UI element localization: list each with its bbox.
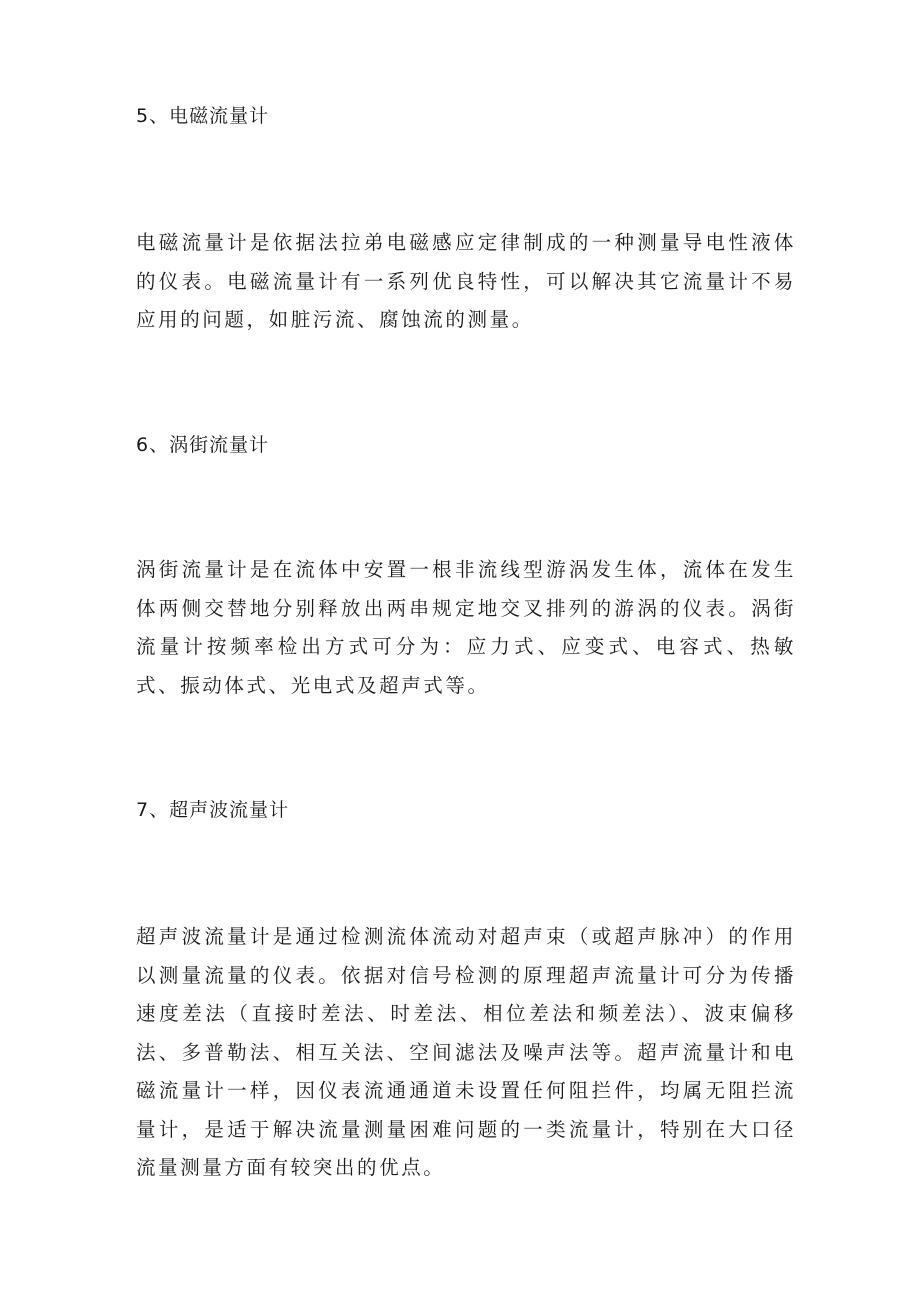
section-body-vortex-flowmeter: 涡街流量计是在流体中安置一根非流线型游涡发生体，流体在发生体两侧交替地分别释放出两串规定地交叉排列的游涡的仪表。涡街流量计按频率检出方式可分为：应力式、应变式、电容式、热敏式、振动体式、光电式及超声式等。 (136, 558, 796, 697)
section-heading-electromagnetic-flowmeter: 5、电磁流量计 (136, 105, 270, 127)
section-heading-ultrasonic-flowmeter: 7、超声波流量计 (136, 799, 290, 821)
section-heading-vortex-flowmeter: 6、涡街流量计 (136, 434, 270, 456)
section-body-electromagnetic-flowmeter: 电磁流量计是依据法拉弟电磁感应定律制成的一种测量导电性液体的仪表。电磁流量计有一系列优良特性，可以解决其它流量计不易应用的问题，如脏污流、腐蚀流的测量。 (136, 231, 796, 331)
section-body-ultrasonic-flowmeter: 超声波流量计是通过检测流体流动对超声束（或超声脉冲）的作用以测量流量的仪表。依据对信号检测的原理超声流量计可分为传播速度差法（直接时差法、时差法、相位差法和频差法）、波束偏移法、多普勒法、相互关法、空间滤法及噪声法等。超声流量计和电磁流量计一样，因仪表流通通道未设置任何阻拦件，均属无阻拦流量计，是适于解决流量测量困难问题的一类流量计，特别在大口径流量测量方面有较突出的优点。 (136, 925, 796, 1179)
